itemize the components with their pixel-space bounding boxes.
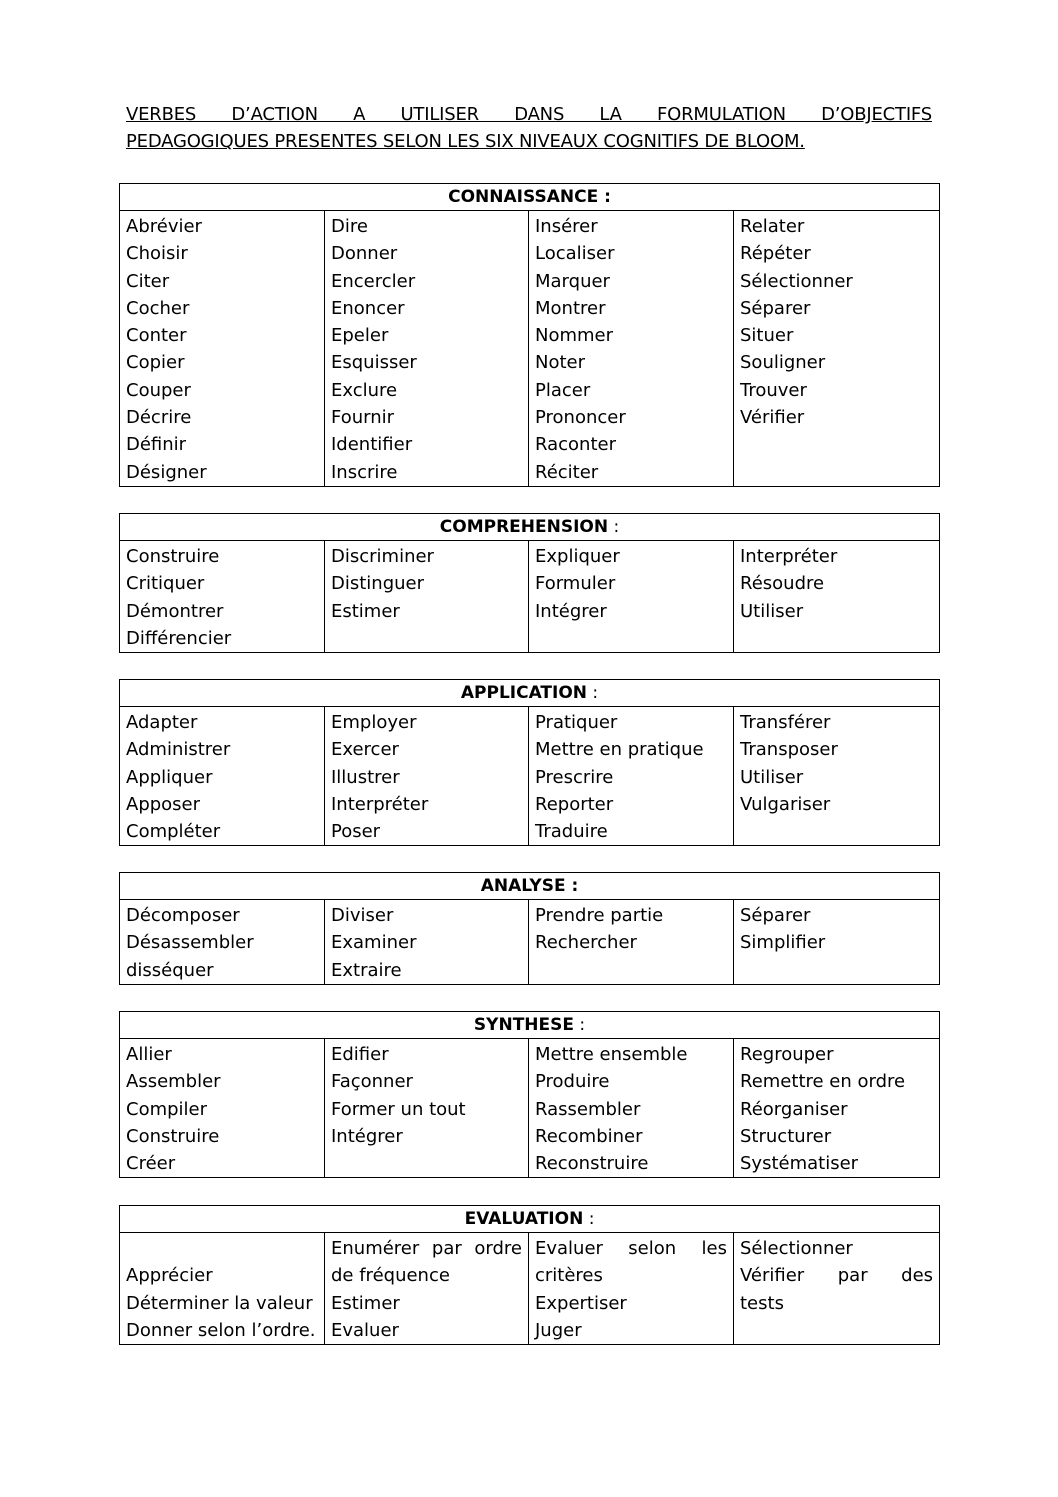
section-title-colon: : <box>598 187 611 207</box>
verb-item: Reconstruire <box>535 1153 649 1175</box>
verb-item: Regrouper <box>740 1044 834 1065</box>
verb-item: Formuler <box>535 573 616 595</box>
verb-item: Administrer <box>126 739 231 761</box>
verb-item: Différencier <box>126 627 232 649</box>
verb-item: Décrire <box>126 407 192 429</box>
section-header-application <box>120 680 940 707</box>
verb-item: Esquisser <box>331 352 417 374</box>
verb-item: Mettre ensemble <box>535 1044 688 1065</box>
verb-item: Estimer <box>331 600 400 622</box>
verb-item: Simplifier <box>740 932 826 954</box>
verb-item: Montrer <box>535 297 606 319</box>
verb-column <box>120 900 325 985</box>
table-comprehension <box>119 513 940 653</box>
verb-item: Evaluer <box>331 1319 399 1341</box>
verb-item: Vérifier par des <box>740 1265 934 1287</box>
verb-item: Décomposer <box>126 905 240 926</box>
verb-item: Recombiner <box>535 1125 643 1147</box>
verb-column <box>325 541 529 653</box>
verb-item: Enumérer par ordre <box>331 1238 522 1259</box>
verb-item: Couper <box>126 379 191 401</box>
verb-item: Poser <box>331 821 381 843</box>
verb-item: Noter <box>535 352 586 374</box>
verb-item: Employer <box>331 712 417 733</box>
verb-item: Intégrer <box>535 600 607 622</box>
verb-item: Trouver <box>740 379 807 401</box>
verb-item: Cocher <box>126 297 190 319</box>
verb-item: Interpréter <box>740 546 838 567</box>
verb-item: Encercler <box>331 270 416 292</box>
verb-item: Illustrer <box>331 766 400 788</box>
verb-column <box>529 541 734 653</box>
document-title-line-1: VERBES D’ACTION A UTILISER DANS LA FORMULATION D’OBJECTIFS <box>126 104 932 125</box>
section-header-evaluation <box>120 1206 940 1233</box>
verb-item: Sélectionner <box>740 1238 853 1259</box>
verb-item: Citer <box>126 270 170 292</box>
section-title-colon: : <box>565 876 579 896</box>
verb-item: Utiliser <box>740 600 804 622</box>
verb-item: Raconter <box>535 434 616 456</box>
verb-item: Intégrer <box>331 1125 403 1147</box>
verb-item: Transférer <box>740 712 831 733</box>
verb-item: Abrévier <box>126 216 202 237</box>
table-connaissance <box>119 183 940 487</box>
verb-column <box>120 1039 325 1178</box>
verb-item: Marquer <box>535 270 610 292</box>
verb-item: Reporter <box>535 793 614 815</box>
verb-item: Pratiquer <box>535 712 618 733</box>
verb-item: Fournir <box>331 407 395 429</box>
verb-item: Construire <box>126 1125 220 1147</box>
verb-item: Enoncer <box>331 297 405 319</box>
verb-column <box>734 707 940 846</box>
verb-item: Vérifier <box>740 407 805 429</box>
verb-item: Utiliser <box>740 766 804 788</box>
verb-item: Prononcer <box>535 407 626 429</box>
section-title: ANALYSE <box>480 876 566 896</box>
verb-item: Déterminer la valeur <box>126 1292 313 1314</box>
verb-item: Dire <box>331 216 368 237</box>
verb-item: Mettre en pratique <box>535 739 704 761</box>
verb-item: Extraire <box>331 959 402 981</box>
verb-item: Vulgariser <box>740 793 831 815</box>
verb-item: critères <box>535 1265 603 1287</box>
verb-item: Désassembler <box>126 932 254 954</box>
verb-item: Produire <box>535 1071 610 1093</box>
verb-item: Prendre partie <box>535 905 664 926</box>
verb-item: Insérer <box>535 216 598 237</box>
table-analyse <box>119 872 940 985</box>
verb-item: Discriminer <box>331 546 434 567</box>
verb-item: Choisir <box>126 243 188 265</box>
verb-column <box>529 900 734 985</box>
verb-column <box>325 707 529 846</box>
verb-item: Apposer <box>126 793 201 815</box>
verb-column <box>120 707 325 846</box>
verb-column <box>529 707 734 846</box>
verb-item: Sélectionner <box>740 270 853 292</box>
verb-item: Rassembler <box>535 1098 641 1120</box>
verb-item: Allier <box>126 1044 172 1065</box>
verb-item: Systématiser <box>740 1153 859 1175</box>
verb-column <box>734 1039 940 1178</box>
section-title: APPLICATION <box>460 683 588 703</box>
document-title-line-2: PEDAGOGIQUES PRESENTES SELON LES SIX NIVEAUX COGNITIFS DE BLOOM. <box>126 131 805 152</box>
verb-item: Définir <box>126 434 187 456</box>
verb-column <box>325 900 529 985</box>
verb-item: Relater <box>740 216 805 237</box>
section-title-colon: : <box>583 1209 595 1229</box>
verb-column <box>325 211 529 487</box>
verb-item: Distinguer <box>331 573 425 595</box>
section-header-analyse <box>120 873 940 900</box>
verb-item: Désigner <box>126 461 207 483</box>
verb-item: Résoudre <box>740 573 825 595</box>
verb-item: Répéter <box>740 243 811 265</box>
section-title: COMPREHENSION <box>439 517 609 537</box>
verb-item: Nommer <box>535 325 614 347</box>
verb-item: Donner selon l’ordre. <box>126 1319 316 1341</box>
verb-item: Transposer <box>740 739 838 761</box>
verb-item: Expertiser <box>535 1292 627 1314</box>
table-synthese <box>119 1011 940 1178</box>
verb-item: Structurer <box>740 1125 832 1147</box>
table-application <box>119 679 940 846</box>
verb-item: Exclure <box>331 379 398 401</box>
section-header-synthese <box>120 1012 940 1039</box>
verb-item: Apprécier <box>126 1265 213 1287</box>
verb-item: Interpréter <box>331 793 429 815</box>
section-title: SYNTHESE <box>473 1015 574 1035</box>
verb-item: Edifier <box>331 1044 389 1065</box>
verb-column <box>529 1233 734 1345</box>
verb-item: Localiser <box>535 243 615 265</box>
verb-item: Rechercher <box>535 932 637 954</box>
verb-item: Appliquer <box>126 766 213 788</box>
verb-item: Former un tout <box>331 1098 466 1120</box>
verb-column <box>325 1233 529 1345</box>
verb-column <box>734 900 940 985</box>
verb-item: disséquer <box>126 959 214 981</box>
verb-item: Placer <box>535 379 591 401</box>
verb-item: Séparer <box>740 297 811 319</box>
verb-item: Façonner <box>331 1071 413 1093</box>
verb-column <box>734 211 940 487</box>
verb-item: tests <box>740 1292 784 1314</box>
verb-item: Diviser <box>331 905 394 926</box>
verb-item: de fréquence <box>331 1265 450 1287</box>
section-header-comprehension <box>120 514 940 541</box>
verb-item: Traduire <box>535 821 608 843</box>
verb-item: Evaluer selon les <box>535 1238 727 1259</box>
section-title: CONNAISSANCE <box>448 187 599 207</box>
section-title-colon: : <box>573 1015 586 1035</box>
verb-item: Expliquer <box>535 546 620 567</box>
verb-item: Conter <box>126 325 187 347</box>
verb-item: Identifier <box>331 434 413 456</box>
section-title-colon: : <box>587 683 599 703</box>
verb-column <box>120 541 325 653</box>
section-title: EVALUATION <box>464 1209 584 1229</box>
verb-item: Créer <box>126 1153 176 1175</box>
verb-item: Estimer <box>331 1292 400 1314</box>
verb-item: Assembler <box>126 1071 221 1093</box>
verb-item: Compléter <box>126 821 221 843</box>
verb-item: Construire <box>126 546 220 567</box>
verb-item: Exercer <box>331 739 399 761</box>
table-evaluation <box>119 1205 940 1345</box>
verb-column <box>120 1233 325 1345</box>
verb-item: Adapter <box>126 712 198 733</box>
verb-item: Réciter <box>535 461 599 483</box>
verb-column <box>120 211 325 487</box>
verb-column <box>529 211 734 487</box>
verb-item: Compiler <box>126 1098 208 1120</box>
verb-item: Critiquer <box>126 573 205 595</box>
section-header-connaissance <box>120 184 940 211</box>
verb-item: Prescrire <box>535 766 614 788</box>
verb-item: Examiner <box>331 932 417 954</box>
verb-column <box>734 541 940 653</box>
verb-item: Inscrire <box>331 461 398 483</box>
verb-item: Juger <box>535 1319 582 1341</box>
verb-item: Démontrer <box>126 600 224 622</box>
verb-item: Remettre en ordre <box>740 1071 906 1093</box>
verb-item: Copier <box>126 352 185 374</box>
verb-column <box>325 1039 529 1178</box>
verb-item: Réorganiser <box>740 1098 848 1120</box>
verb-item: Souligner <box>740 352 826 374</box>
verb-item: Donner <box>331 243 398 265</box>
verb-item: Situer <box>740 325 794 347</box>
verb-column <box>529 1039 734 1178</box>
verb-item <box>126 1235 318 1262</box>
verb-item: Epeler <box>331 325 389 347</box>
section-title-colon: : <box>608 517 620 537</box>
verb-column <box>734 1233 940 1345</box>
verb-item: Séparer <box>740 905 811 926</box>
